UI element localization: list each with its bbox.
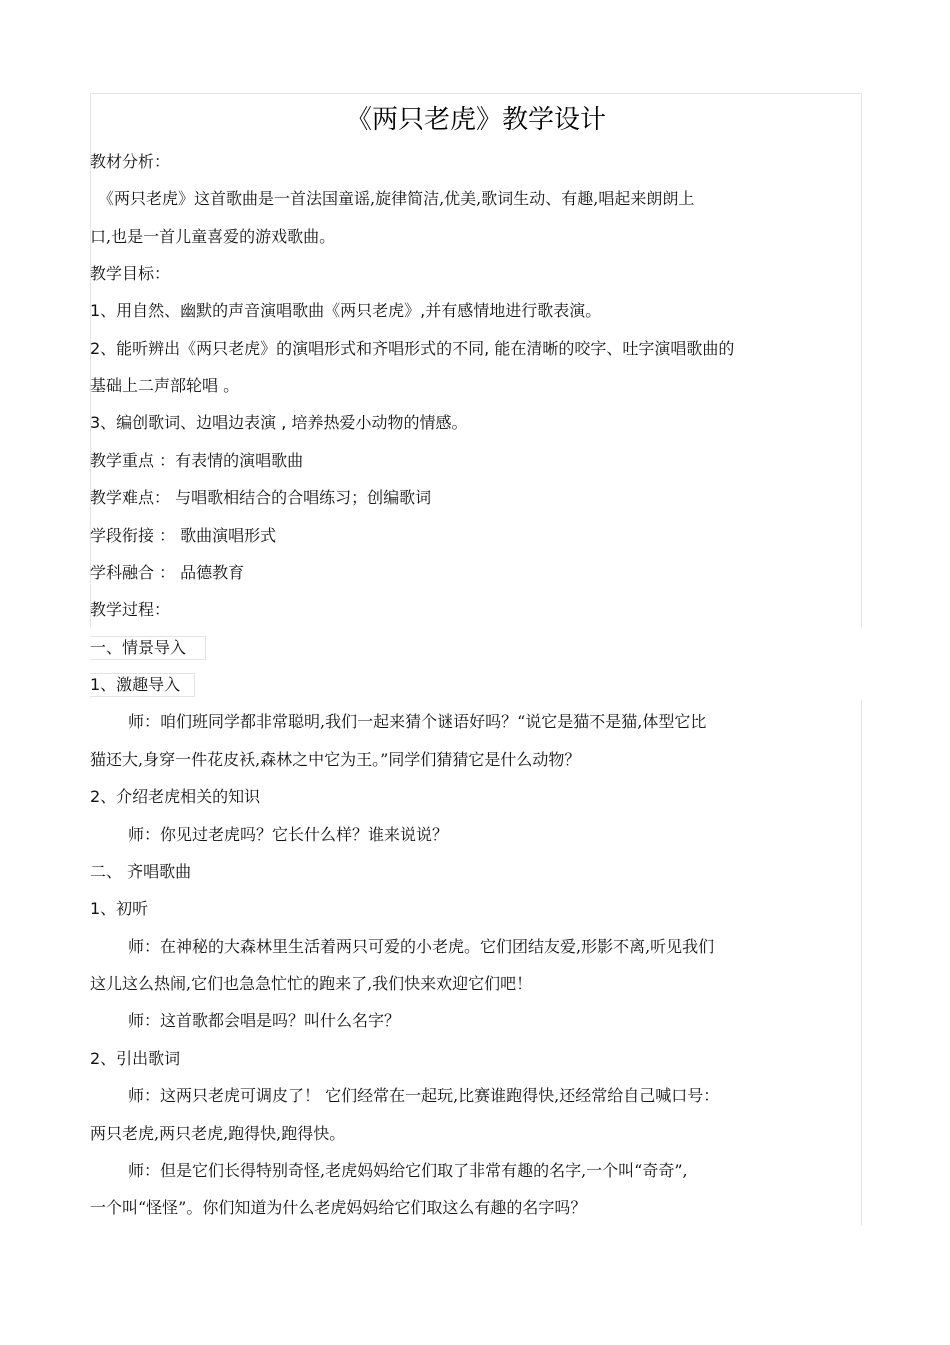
- heading-teaching-goals: 教学目标：: [90, 264, 171, 283]
- paragraph-line: 师：这首歌都会唱是吗？叫什么名字？: [128, 1011, 401, 1030]
- subject-integration: 学科融合 ： 品德教育: [90, 563, 245, 582]
- table-border-right-lower: [861, 700, 862, 1225]
- heading-teaching-process: 教学过程：: [90, 600, 171, 619]
- paragraph-line: 基础上二声部轮唱 。: [90, 376, 240, 395]
- paragraph-line: 师：咱们班同学都非常聪明,我们一起来猜个谜语好吗？“说它是猫不是猫,体型它比: [128, 712, 707, 731]
- subsection-heading: 1、初听: [90, 899, 149, 918]
- paragraph-line: 师：这两只老虎可调皮了！ 它们经常在一起玩,比赛谁跑得快,还经常给自己喊口号：: [128, 1086, 720, 1105]
- section-heading: 一、情景导入: [90, 638, 187, 657]
- paragraph-line: 两只老虎,两只老虎,跑得快,跑得快。: [90, 1124, 346, 1143]
- goal-item: 2、能听辨出《两只老虎》的演唱形式和齐唱形式的不同, 能在清晰的咬字、吐字演唱歌曲的: [90, 339, 735, 358]
- difficult-point: 教学难点： 与唱歌相结合的合唱练习；创编歌词: [90, 488, 432, 507]
- document-title: 《两只老虎》教学设计: [345, 105, 606, 135]
- subsection-heading: 2、介绍老虎相关的知识: [90, 787, 261, 806]
- paragraph-line: 师：你见过老虎吗？它长什么样？谁来说说？: [128, 825, 449, 844]
- paragraph-line: 师：但是它们长得特别奇怪,老虎妈妈给它们取了非常有趣的名字,一个叫“奇奇”,: [128, 1161, 688, 1180]
- paragraph-line: 《两只老虎》这首歌曲是一首法国童谣,旋律简洁,优美,歌词生动、有趣,唱起来朗朗上: [98, 189, 695, 208]
- goal-item: 1、用自然、幽默的声音演唱歌曲《两只老虎》,并有感情地进行歌表演。: [90, 301, 602, 320]
- key-point: 教学重点 ：有表情的演唱歌曲: [90, 451, 304, 470]
- paragraph-line: 猫还大,身穿一件花皮袄,森林之中它为王。”同学们猜猜它是什么动物？: [90, 750, 581, 769]
- stage-link: 学段衔接 ： 歌曲演唱形式: [90, 526, 277, 545]
- paragraph-line: 口,也是一首儿童喜爱的游戏歌曲。: [90, 227, 336, 246]
- table-border-top: [90, 93, 862, 94]
- paragraph-line: 一个叫“怪怪”。你们知道为什么老虎妈妈给它们取这么有趣的名字吗？: [90, 1198, 587, 1217]
- paragraph-line: 这儿这么热闹,它们也急急忙忙的跑来了,我们快来欢迎它们吧！: [90, 974, 533, 993]
- table-border-right: [861, 93, 862, 627]
- subsection-heading: 1、激趣导入: [90, 675, 181, 694]
- section-heading: 二、 齐唱歌曲: [90, 862, 192, 881]
- subsection-heading: 2、引出歌词: [90, 1049, 181, 1068]
- goal-item: 3、编创歌词、边唱边表演 , 培养热爱小动物的情感。: [90, 413, 468, 432]
- heading-material-analysis: 教材分析：: [90, 152, 171, 171]
- paragraph-line: 师：在神秘的大森林里生活着两只可爱的小老虎。它们团结友爱,形影不离,听见我们: [128, 937, 715, 956]
